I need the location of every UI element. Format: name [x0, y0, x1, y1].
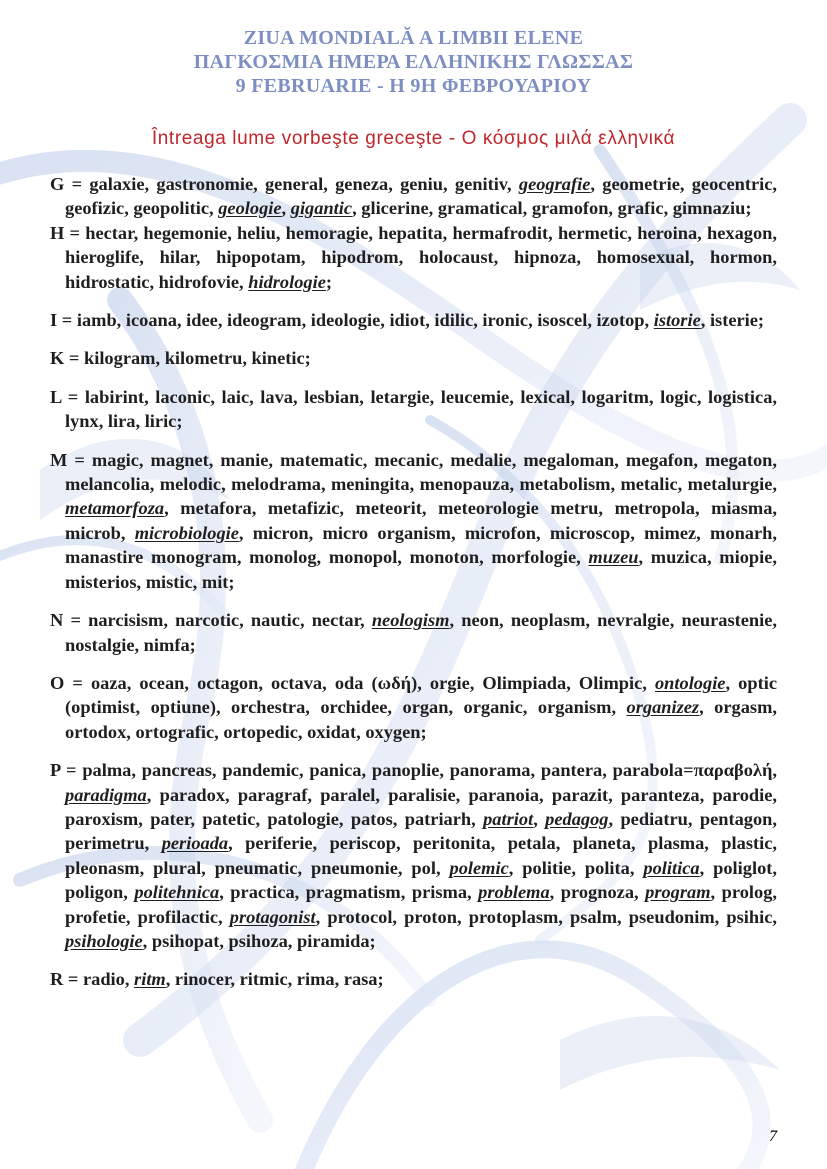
header-date: 9 FEBRUARIE - Η 9Η ΦΕΒΡΟΥΑΡΙΟΥ: [235, 75, 592, 97]
entry-text: , practica, pragmatism, prisma,: [219, 882, 479, 903]
entry-text: I = iamb, icoana, idee, ideogram, ideologie, idiot, idilic, ironic, isoscel, izotop,: [50, 310, 654, 331]
word-list: [50, 172, 777, 992]
entry-text: ,: [281, 198, 291, 219]
entry-text: , prognoza,: [549, 882, 646, 903]
letter-entry: [50, 385, 777, 434]
letter-entry: [50, 967, 777, 991]
entry-text: , micron, micro organism, microfon, microscop, mimez, monarh, manastire monogram, monolog, monopol, monoton, morfologie,: [65, 522, 777, 568]
highlighted-word: muzeu: [588, 547, 639, 568]
highlighted-word: ritm: [134, 969, 166, 990]
entry-text: , politie, polita,: [508, 857, 644, 878]
highlighted-word: perioada: [161, 833, 229, 854]
entry-text: L = labirint, laconic, laic, lava, lesbian, letargie, leucemie, lexical, logaritm, logic, logistica, lynx, lira, liric;: [50, 386, 777, 432]
entry-text: K = kilogram, kilometru, kinetic;: [50, 348, 311, 369]
entry-text: , isterie;: [700, 310, 765, 331]
highlighted-word: pedagog: [545, 808, 609, 829]
highlighted-word: ontologie: [654, 672, 726, 693]
page-header: [0, 26, 827, 98]
highlighted-word: neologism: [371, 610, 450, 631]
highlighted-word: patriot: [483, 808, 534, 829]
highlighted-word: problema: [478, 882, 550, 903]
letter-entry: [50, 221, 777, 294]
letter-entry: [50, 308, 777, 332]
page-subtitle: Întreaga lume vorbeşte greceşte - Ο κόσμος μιλά ελληνικά: [151, 128, 676, 149]
entry-text: , pediatru, pentagon, perimetru,: [65, 808, 778, 854]
letter-entry: [50, 448, 777, 594]
entry-text: G = galaxie, gastronomie, general, geneza, geniu, genitiv,: [50, 174, 519, 194]
entry-text: , protocol, proton, protoplasm, psalm, pseudonim, psihic,: [315, 906, 777, 927]
entry-text: , optic (optimist, optiune), orchestra, orchidee, organ, organic, organism,: [65, 672, 777, 718]
entry-text: , glicerine, gramatical, gramofon, grafic, gimnaziu;: [352, 198, 752, 219]
highlighted-word: istorie: [653, 310, 701, 331]
letter-entry: [50, 671, 777, 744]
highlighted-word: geografie: [518, 174, 591, 194]
letter-entry: [50, 758, 777, 953]
highlighted-word: politehnica: [134, 882, 220, 903]
entry-text: , muzica, miopie, misterios, mistic, mit;: [65, 547, 777, 592]
highlighted-word: gigantic: [290, 198, 353, 219]
entry-text: , neon, neoplasm, nevralgie, neurastenie, nostalgie, nimfa;: [65, 610, 777, 655]
page-number: 7: [769, 1128, 777, 1145]
highlighted-word: metamorfoza: [65, 498, 165, 519]
letter-entry: [50, 172, 777, 221]
letter-entry: [50, 608, 777, 657]
entry-text: , poliglot, poligon,: [65, 857, 778, 903]
highlighted-word: hidrologie: [248, 271, 326, 292]
highlighted-word: polemic: [449, 857, 509, 878]
entry-text: , orgasm, ortodox, ortografic, ortopedic, oxidat, oxygen;: [65, 697, 777, 742]
entry-text: ;: [325, 271, 333, 292]
entry-text: , psihopat, psihoza, piramida;: [142, 930, 376, 951]
entry-text: , rinocer, ritmic, rima, rasa;: [165, 969, 384, 990]
header-title-romanian: ZIUA MONDIALĂ A LIMBII ELENE: [243, 27, 584, 49]
highlighted-word: politica: [643, 857, 700, 878]
highlighted-word: program: [645, 882, 711, 903]
entry-text: R = radio,: [50, 969, 135, 990]
entry-text: , paradox, paragraf, paralel, paralisie, paranoia, parazit, paranteza, parodie, paroxism, pater, patetic, patologie, patos, patriarh,: [65, 784, 777, 829]
highlighted-word: paradigma: [65, 784, 147, 805]
highlighted-word: organizez: [626, 697, 700, 718]
entry-text: P = palma, pancreas, pandemic, panica, panoplie, panorama, pantera, parabola=παραβολή,: [50, 760, 777, 781]
highlighted-word: protagonist: [229, 906, 316, 927]
header-title-greek: ΠΑΓΚΟΣΜΙΑ ΗΜΕΡΑ ΕΛΛΗΝΙΚΗΣ ΓΛΩΣΣΑΣ: [193, 51, 634, 73]
entry-text: , periferie, periscop, peritonita, petala, planeta, plasma, plastic, pleonasm, plural, pneumatic, pneumonie, pol,: [65, 833, 777, 878]
highlighted-word: psihologie: [65, 930, 143, 951]
entry-text: H = hectar, hegemonie, heliu, hemoragie, hepatita, hermafrodit, hermetic, heroina, hexagon, hieroglife, hilar, hipopotam, hipodrom, holocaust, hipnoza, homosexual, hormon, hidrostatic, hidrofovie,: [50, 222, 777, 292]
entry-text: , metafora, metafizic, meteorit, meteorologie metru, metropola, miasma, microb,: [65, 498, 777, 543]
entry-text: M = magic, magnet, manie, matematic, mecanic, medalie, megaloman, megafon, megaton, melancolia, melodic, melodrama, meningita, menopauza, metabolism, metalic, metalurgie,: [50, 449, 777, 495]
letter-entry: [50, 346, 777, 370]
highlighted-word: geologie: [218, 198, 282, 219]
entry-text: O = oaza, ocean, octagon, octava, oda (ωδή), orgie, Olimpiada, Olimpic,: [50, 672, 655, 693]
entry-text: , prolog, profetie, profilactic,: [65, 882, 777, 927]
entry-text: N = narcisism, narcotic, nautic, nectar,: [50, 610, 372, 631]
entry-text: , geometrie, geocentric, geofizic, geopolitic,: [65, 174, 777, 219]
entry-text: ,: [533, 808, 546, 829]
highlighted-word: microbiologie: [134, 522, 239, 543]
